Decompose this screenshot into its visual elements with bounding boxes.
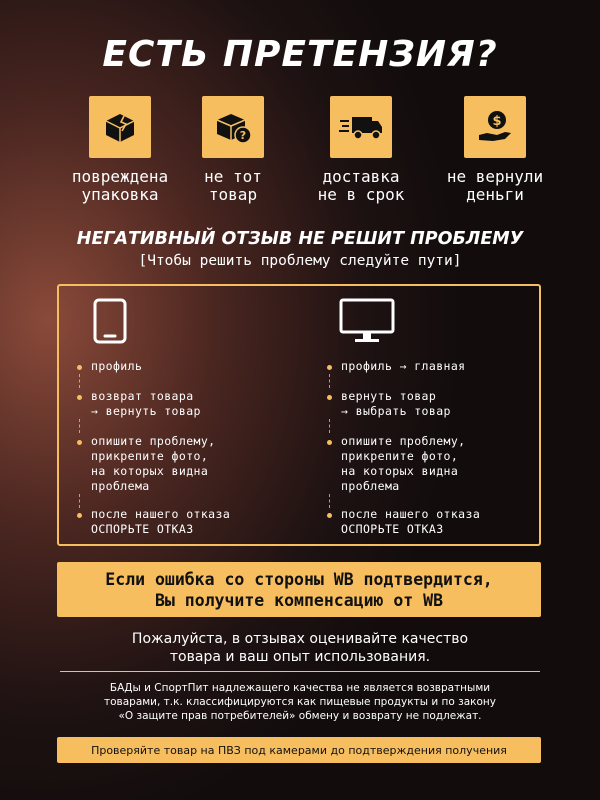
step-connector — [329, 494, 330, 508]
step-dot — [327, 440, 332, 445]
compensation-banner — [57, 562, 541, 617]
svg-text:?: ? — [239, 129, 247, 142]
legal-notice: БАДы и СпортПит надлежащего качества не является возвратными товарами, т.к. классифицируются как пищевые продукты и по закону «О защите прав потребителей» обмену и возврату не подлежат. — [104, 682, 496, 722]
step-connector — [329, 419, 330, 433]
step-connector — [329, 374, 330, 388]
follow-path-hint: [Чтобы решить проблему следуйте пути] — [138, 253, 462, 269]
step-dot — [77, 395, 82, 400]
mobile-step-3: опишите проблему, прикрепите фото, на которых видна проблема — [91, 434, 216, 493]
svg-text:$: $ — [492, 114, 502, 129]
step-dot — [77, 513, 82, 518]
issue-late-delivery — [291, 96, 431, 204]
negative-review-heading: НЕГАТИВНЫЙ ОТЗЫВ НЕ РЕШИТ ПРОБЛЕМУ — [76, 229, 524, 249]
step-dot — [327, 365, 332, 370]
step-connector — [79, 419, 80, 433]
divider — [60, 671, 540, 672]
money-hand-icon — [464, 96, 526, 158]
mobile-step-2: возврат товара → вернуть товар — [91, 389, 201, 418]
pickup-check-banner: Проверяйте товар на ПВЗ под камерами до подтверждения получения — [57, 737, 541, 763]
page-title: ЕСТЬ ПРЕТЕНЗИЯ? — [102, 34, 498, 75]
issue-label: повреждена упаковка — [71, 167, 169, 204]
step-connector — [79, 374, 80, 388]
step-dot — [77, 440, 82, 445]
issue-money-not-returned — [425, 96, 565, 204]
step-dot — [327, 395, 332, 400]
step-dot — [327, 513, 332, 518]
monitor-icon — [339, 298, 395, 348]
issue-wrong-item — [163, 96, 303, 204]
review-request: Пожалуйста, в отзывах оценивайте качество товара и ваш опыт использования. — [131, 631, 469, 665]
step-dot — [77, 365, 82, 370]
delivery-truck-icon — [330, 96, 392, 158]
desktop-step-1: профиль → главная — [341, 359, 466, 373]
question-box-icon — [202, 96, 264, 158]
desktop-step-2: вернуть товар → выбрать товар — [341, 389, 451, 418]
desktop-step-4: после нашего отказа ОСПОРЬТЕ ОТКАЗ — [341, 507, 481, 536]
mobile-step-1: профиль — [91, 359, 143, 373]
smartphone-icon — [93, 298, 127, 348]
compensation-line-2: Вы получите компенсацию от WB — [154, 590, 444, 610]
damaged-box-icon — [89, 96, 151, 158]
issue-label: не тот товар — [204, 167, 262, 204]
issue-label: не вернули деньги — [446, 167, 544, 204]
compensation-line-1: Если ошибка со стороны WB подтвердится, — [105, 569, 493, 589]
step-connector — [79, 494, 80, 508]
issue-label: доставка не в срок — [317, 167, 405, 204]
desktop-step-3: опишите проблему, прикрепите фото, на которых видна проблема — [341, 434, 466, 493]
steps-panel — [57, 284, 541, 546]
mobile-step-4: после нашего отказа ОСПОРЬТЕ ОТКАЗ — [91, 507, 231, 536]
